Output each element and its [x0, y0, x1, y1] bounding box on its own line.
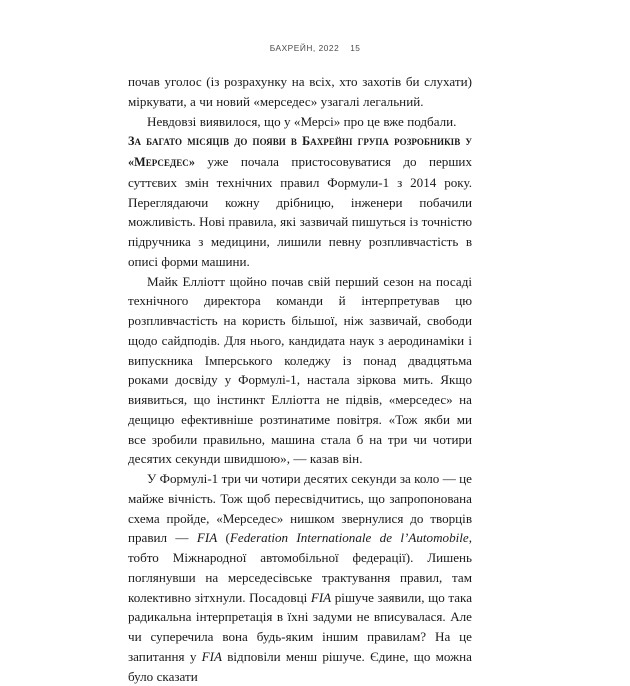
- paragraph-3-body: уже почала пристосовуватися до перших суттєвих змін технічних правил Формули-1 з 2014 року. Переглядаючи кожну дрібницю, інженери побачили можливість. Нові правила, які зазвичай пишуться із точністю підручника з медицини, лишили певну розпливчастість в описі форми машини.: [128, 154, 472, 269]
- paragraph-1: почав уголос (із розрахунку на всіх, хто захотів би слухати) міркувати, а чи новий «мерседес» узагалі легальний.: [128, 74, 472, 109]
- text-run: відповіли менш рішуче. Єдине, що можна було сказати: [128, 648, 472, 684]
- italic-term: FIA: [310, 589, 332, 605]
- text-run: рішуче заявили, що така радикальна інтерпретація в їхні задуми не вписувалася. Але чи суперечила вона будь-яким іншим правилам? На це запитання у: [128, 589, 473, 664]
- text-run: У Формулі-1 три чи чотири десятих секунди за коло — це майже вічність. Тож щоб пересвідчитись, що запропонована схема пройде, «Мерседес» нишком звернулися до творців правил —: [128, 471, 472, 546]
- body-text-block: [128, 72, 472, 686]
- paragraph-2: Невдовзі виявилося, що у «Мерсі» про це вже подбали.: [147, 113, 457, 129]
- running-head: [0, 43, 630, 53]
- text-run: , тобто Міжнародної автомобільної федерації). Лишень поглянувши на мерседесівське трактування правил, там колективно зітхнули. Посадовці: [128, 530, 473, 605]
- italic-term: Federation Internationale de l’Automobile: [229, 530, 469, 546]
- page-number: 15: [350, 43, 361, 53]
- text-run: (: [217, 530, 230, 546]
- paragraph-lead-in: За багато місяців до появи в Бахрейні група розробників у «Мерседес»: [128, 134, 472, 169]
- paragraph-3: [128, 131, 472, 271]
- italic-term: FIA: [196, 530, 218, 546]
- italic-term: FIA: [201, 648, 222, 664]
- running-head-title: БАХРЕЙН, 2022: [269, 43, 340, 53]
- paragraph-5: [128, 469, 472, 686]
- paragraph-4: Майк Елліотт щойно почав свій перший сезон на посаді технічного директора команди й інтерпретував цю розпливчастість на користь більшої, ніж зазвичай, свободи щодо сайдподів. Для нього, кандидата наук з аеродинаміки і випускника Імперського коледжу із понад двадцятьма роками досвіду у Формулі-1, настала зіркова мить. Якщо виявиться, що інстинкт Елліотта не підвів, «мерседес» на дещицю ефективніше розтинатиме повітря. «Тож якби ми все зробили правильно, машина стала б на три чи чотири десятих секунди швидшою», — казав він.: [128, 273, 472, 467]
